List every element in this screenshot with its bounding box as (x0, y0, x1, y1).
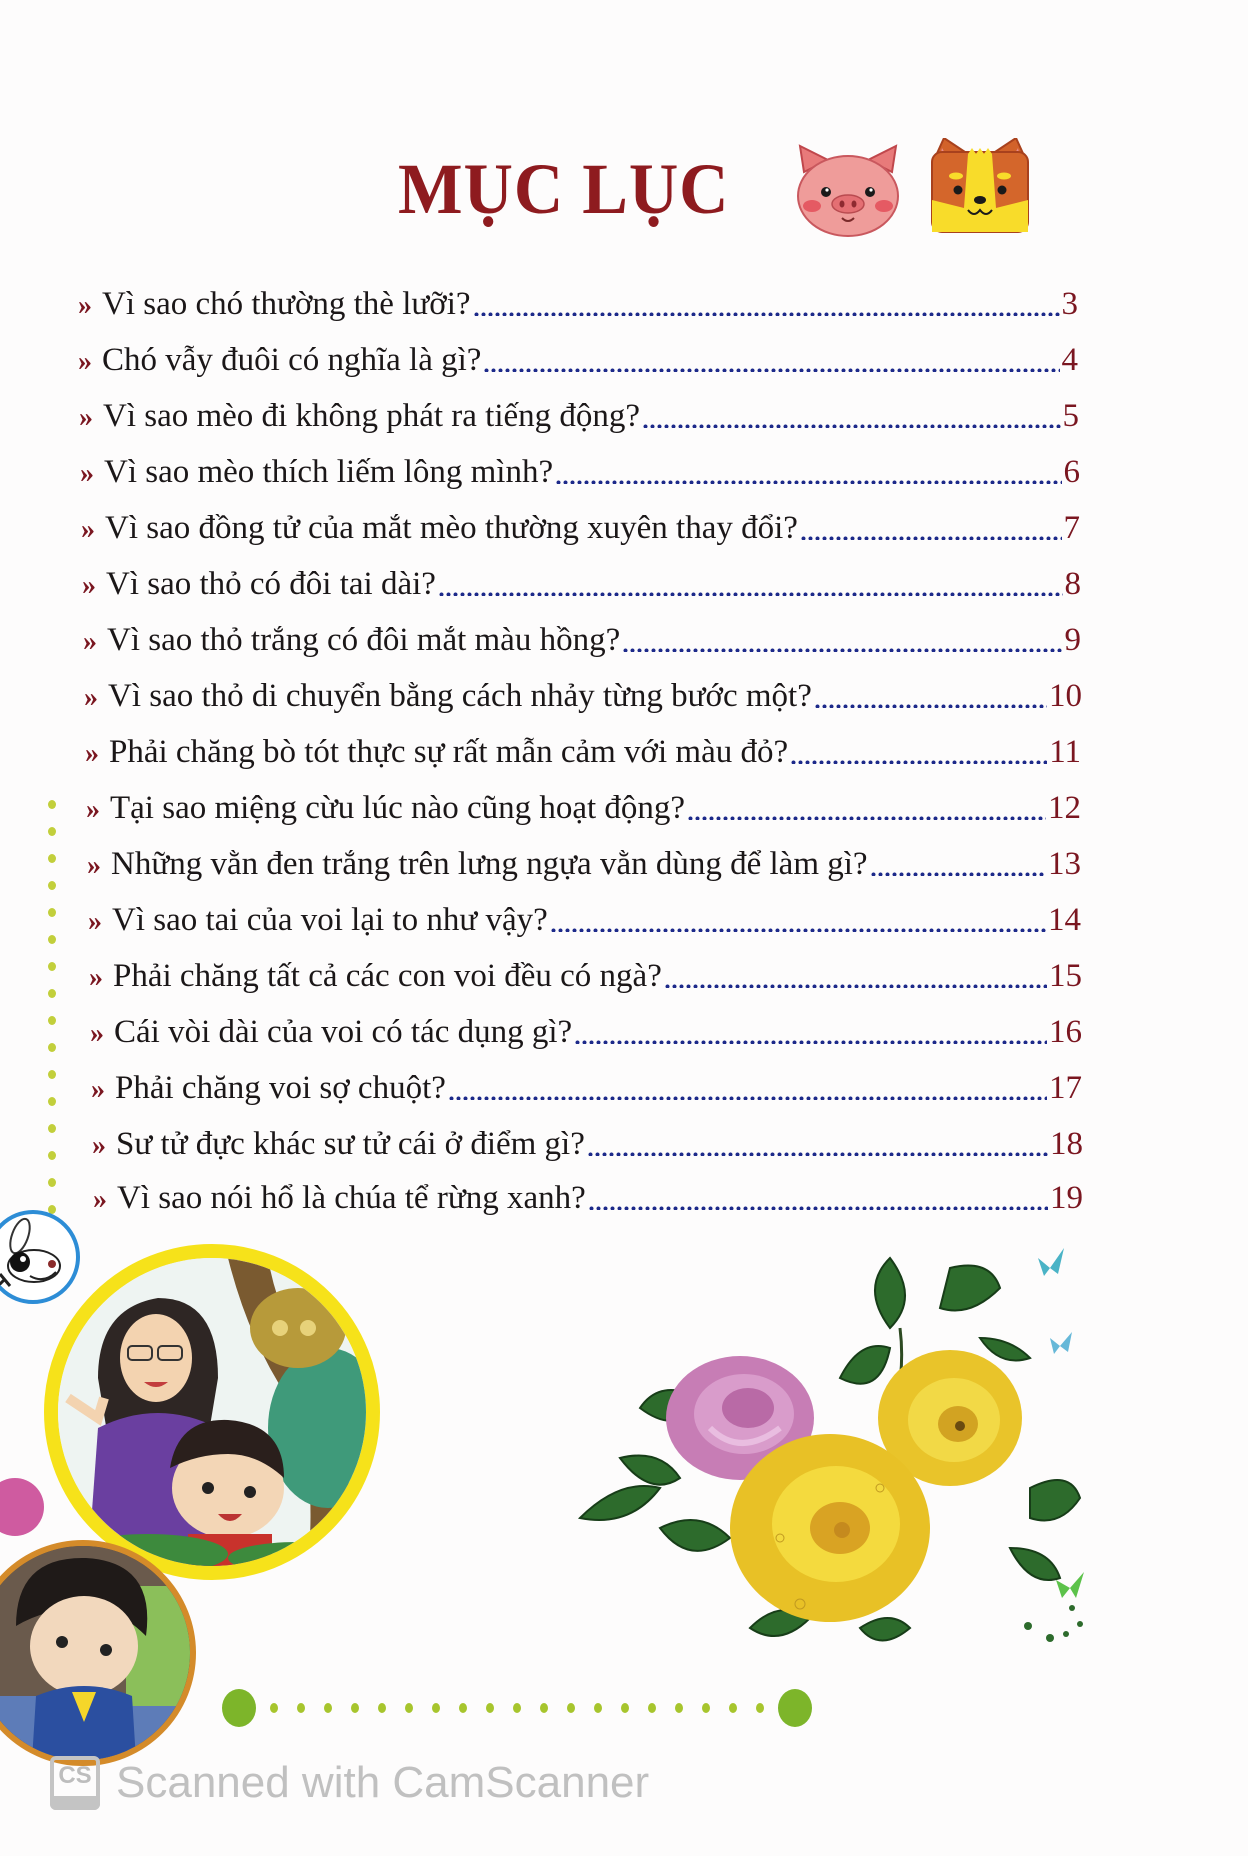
toc-entry[interactable] (84, 674, 1082, 718)
leader-dots (483, 368, 1059, 372)
leader-dots (574, 1040, 1047, 1044)
toc-entry[interactable] (78, 338, 1078, 382)
bullet-icon: » (93, 1184, 107, 1215)
toc-entry-page: 9 (1064, 622, 1081, 658)
toc-entry-page: 12 (1048, 790, 1081, 826)
toc-entry-page: 8 (1064, 566, 1081, 602)
bullet-icon: » (80, 458, 94, 489)
camscanner-logo-icon: CS (50, 1756, 100, 1810)
bullet-icon: » (86, 794, 100, 825)
toc-entry-title: Vì sao thỏ di chuyển bằng cách nhảy từng bước một? (108, 678, 812, 714)
bullet-icon: » (78, 290, 92, 321)
bullet-icon: » (79, 402, 93, 433)
leader-dots (438, 592, 1063, 596)
bullet-icon: » (85, 738, 99, 769)
toc-entry[interactable] (79, 394, 1079, 438)
teacher-boy-frog-illustration (44, 1244, 380, 1580)
pink-circle-decoration (0, 1478, 44, 1536)
toc-entry-title: Phải chăng tất cả các con voi đều có ngà? (113, 958, 662, 994)
toc-entry-title: Vì sao mèo đi không phát ra tiếng động? (103, 398, 641, 434)
leader-dots (550, 928, 1046, 932)
toc-entry[interactable] (86, 786, 1081, 830)
leader-dots (687, 816, 1046, 820)
toc-entry-title: Tại sao miệng cừu lúc nào cũng hoạt động? (110, 790, 686, 826)
toc-entry[interactable] (85, 730, 1081, 774)
toc-entry[interactable] (82, 562, 1081, 606)
leader-dots (587, 1152, 1048, 1156)
toc-entry[interactable] (80, 450, 1080, 494)
toc-entry-title: Vì sao tai của voi lại to như vậy? (112, 902, 548, 938)
bullet-icon: » (88, 906, 102, 937)
leader-dots (800, 536, 1062, 540)
leader-dots (870, 872, 1046, 876)
toc-entry[interactable] (88, 898, 1081, 942)
leader-dots (473, 312, 1060, 316)
toc-entry-page: 19 (1050, 1180, 1083, 1216)
toc-entry-page: 18 (1050, 1126, 1083, 1162)
toc-entry-page: 13 (1048, 846, 1081, 882)
leader-dots (790, 760, 1047, 764)
decorative-dot-column (48, 800, 60, 1232)
camscanner-watermark (50, 1756, 649, 1810)
pig-face-icon (792, 142, 904, 238)
toc-entry[interactable] (91, 1066, 1082, 1110)
bullet-icon: » (78, 346, 92, 377)
toc-entry-page: 6 (1063, 454, 1080, 490)
page-title: MỤC LỤC (398, 149, 730, 229)
decorative-dot-row (222, 1686, 812, 1730)
bullet-icon: » (92, 1130, 106, 1161)
toc-entry[interactable] (78, 282, 1078, 326)
roses-bouquet-illustration (560, 1228, 1100, 1658)
watermark-text: Scanned with CamScanner (116, 1758, 650, 1807)
butterfly-icon (1038, 1248, 1084, 1598)
leader-dots (664, 984, 1047, 988)
toc-entry-title: Cái vòi dài của voi có tác dụng gì? (114, 1014, 573, 1050)
toc-entry-title: Sư tử đực khác sư tử cái ở điểm gì? (116, 1126, 585, 1162)
toc-entry-page: 17 (1049, 1070, 1082, 1106)
toc-entry-title: Vì sao nói hổ là chúa tể rừng xanh? (117, 1180, 586, 1216)
toc-entry-title: Phải chăng voi sợ chuột? (115, 1070, 446, 1106)
toc-entry-title: Những vằn đen trắng trên lưng ngựa vằn dùng để làm gì? (111, 846, 868, 882)
toc-entry-page: 11 (1049, 734, 1081, 770)
toc-entry[interactable] (83, 618, 1081, 662)
leader-dots (622, 648, 1062, 652)
leader-dots (555, 480, 1061, 484)
toc-entry-title: Chó vẫy đuôi có nghĩa là gì? (102, 342, 482, 378)
toc-entry-page: 16 (1049, 1014, 1082, 1050)
toc-entry-title: Vì sao thỏ có đôi tai dài? (106, 566, 436, 602)
bullet-icon: » (81, 514, 95, 545)
toc-entry[interactable] (87, 842, 1081, 886)
toc-entry[interactable] (81, 506, 1080, 550)
toc-entry-page: 14 (1048, 902, 1081, 938)
toc-entry-page: 10 (1049, 678, 1082, 714)
toc-entry-title: Vì sao đồng tử của mắt mèo thường xuyên thay đổi? (105, 510, 798, 546)
fly-cartoon-illustration (0, 1210, 80, 1304)
bullet-icon: » (83, 626, 97, 657)
bullet-icon: » (90, 1018, 104, 1049)
toc-entry-page: 4 (1061, 342, 1078, 378)
leader-dots (642, 424, 1060, 428)
toc-entry[interactable] (89, 954, 1082, 998)
leader-dots (814, 704, 1047, 708)
bullet-icon: » (91, 1074, 105, 1105)
toc-entry-title: Vì sao thỏ trắng có đôi mắt màu hồng? (107, 622, 621, 658)
leader-dots (448, 1096, 1047, 1100)
toc-entry-page: 15 (1049, 958, 1082, 994)
bullet-icon: » (84, 682, 98, 713)
toc-entry-page: 3 (1061, 286, 1078, 322)
toc-entry-page: 5 (1062, 398, 1079, 434)
toc-entry-page: 7 (1063, 510, 1080, 546)
leader-dots (588, 1206, 1048, 1210)
toc-entry[interactable] (92, 1122, 1083, 1166)
dog-face-icon (928, 138, 1032, 234)
bullet-icon: » (87, 850, 101, 881)
toc-entry[interactable] (90, 1010, 1082, 1054)
toc-entry[interactable] (93, 1176, 1083, 1220)
bullet-icon: » (89, 962, 103, 993)
toc-entry-title: Phải chăng bò tót thực sự rất mẫn cảm với màu đỏ? (109, 734, 789, 770)
toc-entry-title: Vì sao mèo thích liếm lông mình? (104, 454, 554, 490)
bullet-icon: » (82, 570, 96, 601)
toc-entry-title: Vì sao chó thường thè lưỡi? (102, 286, 471, 322)
